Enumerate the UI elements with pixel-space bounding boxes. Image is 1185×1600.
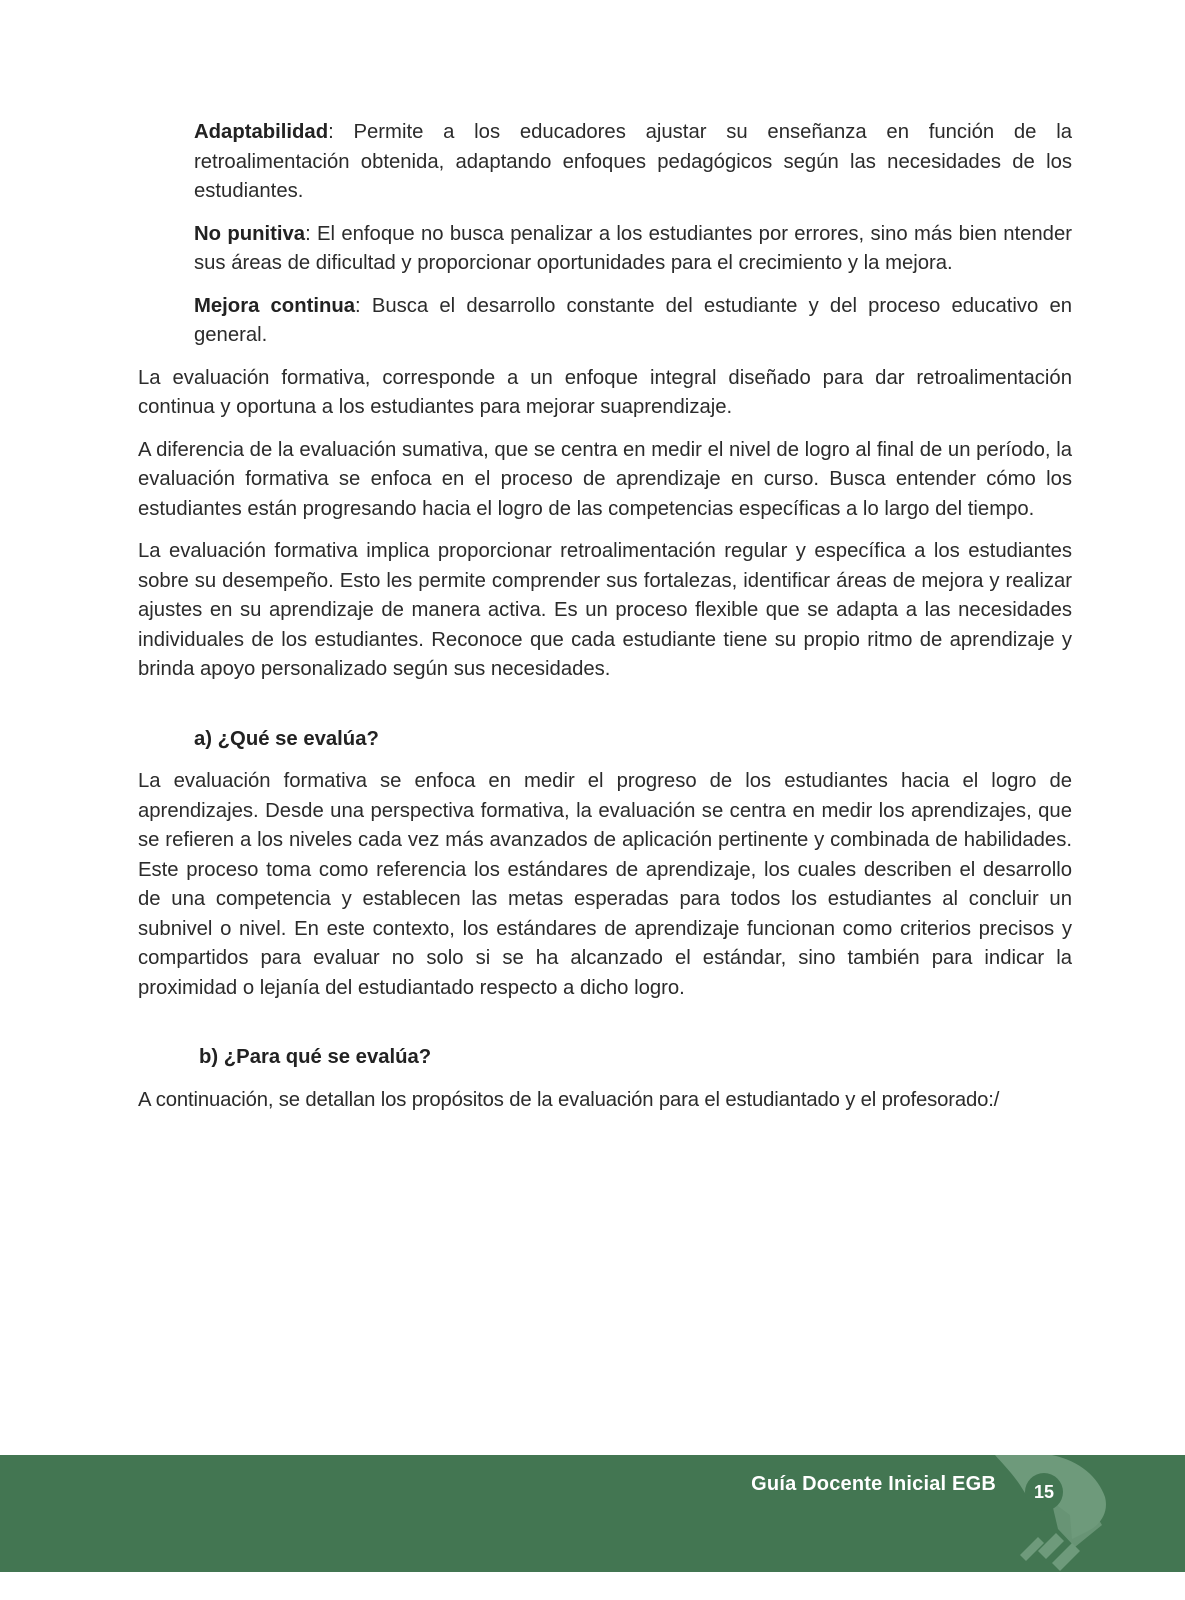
term-adaptabilidad: Adaptabilidad	[194, 121, 329, 143]
paragraph-2: A diferencia de la evaluación sumativa, que se centra en medir el nivel de logro al final de un período, la evaluación formativa se enfoca en el proceso de aprendizaje en curso. Busca entender cómo los estudiantes están progresando hacia el logro de las competencias específicas a lo largo del tiempo.	[138, 438, 1072, 520]
paragraph-4: La evaluación formativa se enfoca en medir el progreso de los estudiantes hacia el logro de aprendizajes. Desde una perspectiva formativa, la evaluación se centra en medir los aprendizajes, que se refieren a los niveles cada vez más avanzados de aplicación pertinente y combinada de habilidades. Este proceso toma como referencia los estándares de aprendizaje, los cuales describen el desarrollo de una competencia y establecen las metas esperadas para todos los estudiantes al concluir un subnivel o nivel. En este contexto, los estándares de aprendizaje funcionan como criterios precisos y compartidos para evaluar no solo si se ha alcanzado el estándar, sino también para indicar la proximidad o lejanía del estudiantado respecto a dicho logro.	[138, 770, 1072, 999]
text-mejora-continua: : Busca el desarrollo constante del estudiante y del proceso educativo en general.	[194, 294, 1073, 346]
rocket-icon	[990, 1455, 1140, 1572]
paragraph-1: La evaluación formativa, corresponde a un enfoque integral diseñado para dar retroalimentación continua y oportuna a los estudiantes para mejorar suaprendizaje.	[138, 366, 1072, 418]
page-content	[138, 118, 1072, 1128]
text-adaptabilidad: : Permite a los educadores ajustar su enseñanza en función de la retroalimentación obtenida, adaptando enfoques pedagógicos según las necesidades de los estudiantes.	[194, 121, 1072, 202]
paragraph-no-punitiva	[194, 220, 1072, 279]
term-mejora-continua: Mejora continua	[194, 294, 356, 317]
page-footer	[0, 1455, 1185, 1572]
term-no-punitiva: No punitiva	[194, 222, 306, 245]
text-no-punitiva: : El enfoque no busca penalizar a los estudiantes por errores, sino más bien ntender sus áreas de dificultad y proporcionar oportunidades para el crecimiento y la mejora.	[194, 222, 1072, 274]
paragraph-mejora-continua	[194, 292, 1072, 351]
paragraph-adaptabilidad	[194, 118, 1072, 207]
footer-title: Guía Docente Inicial EGB	[751, 1473, 996, 1495]
section-heading-a: a) ¿Qué se evalúa?	[194, 727, 379, 750]
page-number: 15	[1025, 1473, 1063, 1511]
section-heading-b: b) ¿Para qué se evalúa?	[199, 1046, 432, 1068]
paragraph-5: A continuación, se detallan los propósitos de la evaluación para el estudiantado y el profesorado:/	[138, 1088, 1000, 1111]
paragraph-3: La evaluación formativa implica proporcionar retroalimentación regular y específica a los estudiantes sobre su desempeño. Esto les permite comprender sus fortalezas, identificar áreas de mejora y realizar ajustes en su aprendizaje de manera activa. Es un proceso flexible que se adapta a las necesidades individuales de los estudiantes. Reconoce que cada estudiante tiene su propio ritmo de aprendizaje y brinda apoyo personalizado según sus necesidades.	[138, 540, 1072, 680]
